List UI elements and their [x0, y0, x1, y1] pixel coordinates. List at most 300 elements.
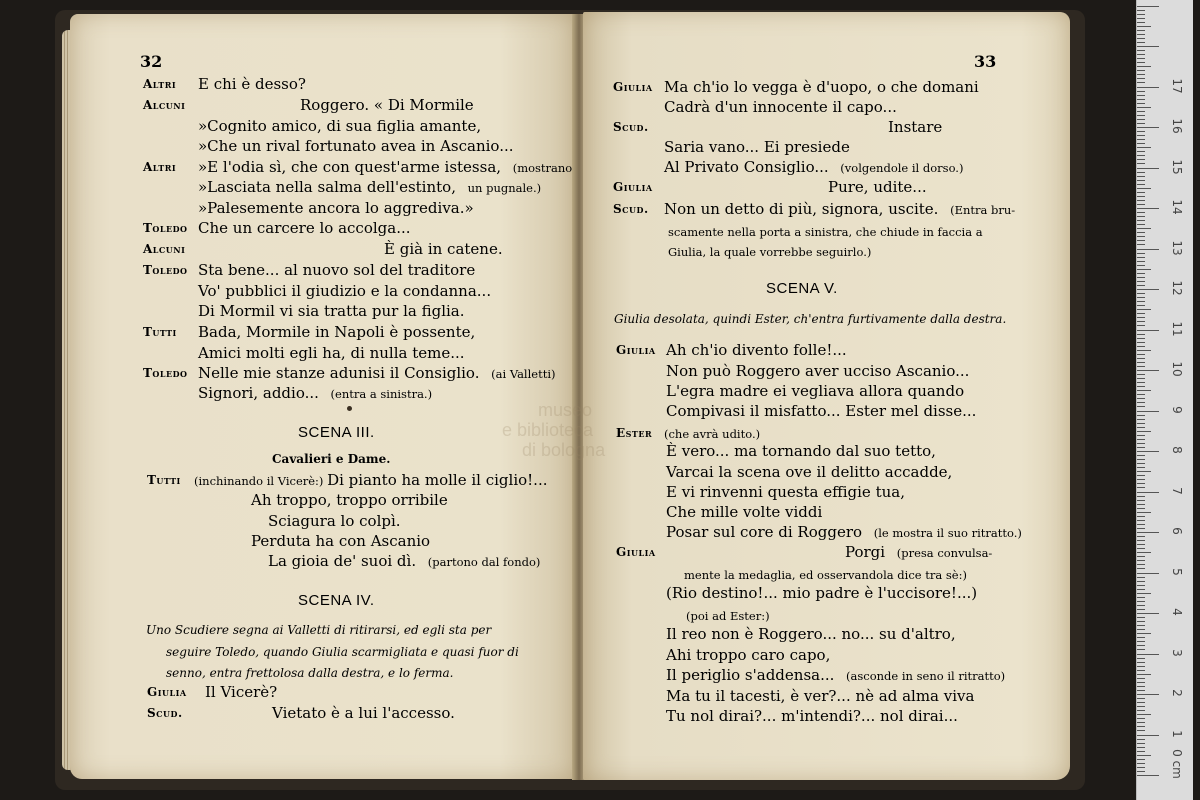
ruler-tick [1137, 82, 1145, 83]
ruler-tick [1137, 127, 1159, 128]
verse-text: Di Mormil vi sia tratta pur la figlia. [198, 302, 465, 320]
ruler-tick [1137, 718, 1145, 719]
stage-direction: mente la medaglia, ed osservandola dice tra sè:) [684, 568, 967, 582]
ruler-tick [1137, 585, 1145, 586]
ruler-tick [1137, 309, 1151, 310]
stage-direction: Giulia, la quale vorrebbe seguirlo.) [668, 245, 872, 259]
verse-text: Instare [888, 118, 943, 136]
ruler-tick [1137, 447, 1145, 448]
ruler-tick [1137, 74, 1145, 75]
ruler-tick [1137, 277, 1145, 278]
ruler-tick [1137, 463, 1145, 464]
verse-line [198, 323, 475, 341]
ruler-tick [1137, 483, 1145, 484]
verse-text: Perduta ha con Ascanio [251, 532, 431, 550]
ruler-tick [1137, 589, 1145, 590]
ruler-tick [1137, 107, 1151, 108]
ruler-tick [1137, 678, 1145, 679]
verse-line [198, 302, 465, 320]
ruler-tick [1137, 224, 1145, 225]
verse-line [666, 523, 1022, 542]
ruler-tick [1137, 532, 1159, 533]
ruler-tick [1137, 641, 1145, 642]
ruler-tick [1137, 244, 1145, 245]
ruler-tick [1137, 131, 1145, 132]
measuring-ruler [1136, 0, 1193, 800]
ruler-tick [1137, 159, 1145, 160]
ruler-label: 3 [1170, 648, 1184, 657]
ruler-tick [1137, 423, 1145, 424]
ruler-tick [1137, 402, 1145, 403]
verse-line [686, 606, 770, 625]
ruler-tick [1137, 228, 1151, 229]
ruler-tick [1137, 220, 1145, 221]
watermark-line: museo [538, 400, 593, 420]
ruler-tick [1137, 192, 1145, 193]
verse-line [198, 178, 541, 197]
ruler-tick [1137, 637, 1145, 638]
ruler-tick [1137, 354, 1145, 355]
ruler-tick [1137, 22, 1145, 23]
ruler-tick [1137, 662, 1145, 663]
speaker-name: Giulia [616, 343, 656, 357]
ruler-tick [1137, 475, 1145, 476]
stage-direction: (presa convulsa- [893, 546, 993, 560]
scene-4-description-line: senno, entra frettolosa dalla destra, e lo ferma. [166, 666, 454, 680]
ruler-tick [1137, 496, 1145, 497]
verse-line [668, 222, 983, 241]
ruler-tick [1137, 293, 1145, 294]
verse-text: (Rio destino!... mio padre è l'uccisore!...) [666, 584, 978, 602]
verse-line [198, 364, 556, 383]
ruler-tick [1137, 548, 1145, 549]
verse-text: Di pianto ha molle il ciglio!... [327, 471, 548, 489]
ruler-tick [1137, 556, 1145, 557]
ruler-tick [1137, 605, 1145, 606]
ruler-tick [1137, 163, 1145, 164]
speaker-name: Scud. [613, 202, 649, 216]
ruler-tick [1137, 767, 1145, 768]
ruler-tick [1137, 253, 1145, 254]
ruler-tick [1137, 62, 1145, 63]
ruler-tick [1137, 366, 1145, 367]
ruler-tick [1137, 123, 1145, 124]
verse-line [198, 282, 491, 300]
ruler-label: 17 [1170, 77, 1184, 94]
verse-text: »E l'odia sì, che con quest'arme istessa, [198, 158, 502, 176]
verse-line [664, 138, 850, 156]
scene-5-heading: SCENA V. [766, 280, 838, 297]
scene-4-description-line: seguire Toledo, quando Giulia scarmigliata e quasi fuor di [166, 645, 519, 659]
ruler-tick [1137, 714, 1151, 715]
ruler-tick [1137, 415, 1145, 416]
ruler-label: 11 [1170, 320, 1184, 337]
ruler-tick [1137, 180, 1145, 181]
ruler-tick [1137, 443, 1145, 444]
verse-line [198, 384, 432, 403]
library-watermark [502, 400, 606, 460]
verse-line [888, 118, 942, 136]
ruler-tick [1137, 103, 1145, 104]
speaker-name: Tutti [147, 473, 181, 487]
ruler-tick [1137, 285, 1145, 286]
ruler-tick [1137, 743, 1145, 744]
verse-line [666, 341, 847, 359]
stage-direction: (partono dal fondo) [424, 555, 541, 569]
ruler-tick [1137, 755, 1151, 756]
ruler-tick [1137, 411, 1159, 412]
ruler-tick [1137, 735, 1159, 736]
ruler-tick [1137, 512, 1151, 513]
verse-text: »Cognito amico, di sua figlia amante, [198, 117, 482, 135]
verse-text: Roggero. « Di Mormile [300, 96, 474, 114]
stage-direction: (le mostra il suo ritratto.) [870, 526, 1022, 540]
verse-line [198, 75, 306, 93]
verse-line [198, 137, 514, 155]
verse-line [198, 219, 411, 237]
speaker-name: Giulia [613, 180, 653, 194]
ruler-tick [1137, 451, 1159, 452]
ruler-tick [1137, 200, 1145, 201]
ruler-tick [1137, 621, 1145, 622]
verse-line [666, 382, 964, 400]
watermark-line: di bologna [522, 440, 606, 460]
ruler-tick [1137, 613, 1159, 614]
ruler-tick [1137, 504, 1145, 505]
ruler-tick [1137, 645, 1145, 646]
ruler-tick [1137, 398, 1145, 399]
ruler-tick [1137, 216, 1145, 217]
verse-text: E vi rinvenni questa effigie tua, [666, 483, 905, 501]
ruler-tick [1137, 471, 1151, 472]
stage-direction: (mostrano [509, 161, 573, 175]
ruler-tick [1137, 394, 1145, 395]
ruler-tick [1137, 435, 1145, 436]
ruler-tick [1137, 87, 1159, 88]
verse-line [664, 98, 897, 116]
verse-line [666, 584, 977, 602]
ruler-tick [1137, 654, 1159, 655]
verse-line [664, 424, 760, 443]
ruler-label: 15 [1170, 158, 1184, 175]
ruler-tick [1137, 666, 1145, 667]
ruler-tick [1137, 536, 1145, 537]
ruler-tick [1137, 500, 1145, 501]
ruler-tick [1137, 508, 1145, 509]
verse-line [251, 491, 448, 509]
verse-text: Ma ch'io lo vegga è d'uopo, o che domani [664, 78, 979, 96]
stage-direction: (che avrà udito.) [664, 427, 761, 441]
ruler-tick [1137, 321, 1145, 322]
ruler-tick [1137, 649, 1145, 650]
stage-direction: (inchinando il Vicerè:) [194, 474, 328, 488]
verse-line [194, 471, 548, 490]
ruler-tick [1137, 172, 1145, 173]
stage-direction: (volgendole il dorso.) [836, 161, 964, 175]
watermark-line: e biblioteca [502, 420, 594, 440]
verse-line [666, 687, 974, 705]
verse-text: »Lasciata nella salma dell'estinto, [198, 178, 456, 196]
verse-text: »Palesemente ancora lo aggrediva.» [198, 199, 474, 217]
ruler-tick [1137, 544, 1145, 545]
verse-text: Ah ch'io divento folle!... [666, 341, 847, 359]
ruler-tick [1137, 386, 1145, 387]
ruler-tick [1137, 439, 1145, 440]
ruler-tick [1137, 492, 1159, 493]
verse-line [198, 117, 481, 135]
stage-direction: scamente nella porta a sinistra, che chiude in faccia a [668, 225, 983, 239]
verse-line [845, 543, 992, 562]
scene-5-description: Giulia desolata, quindi Ester, ch'entra furtivamente dalla destra. [614, 312, 1007, 326]
verse-line [666, 707, 958, 725]
ruler-tick [1137, 431, 1151, 432]
verse-text: Al Privato Consiglio... [664, 158, 829, 176]
ruler-tick [1137, 313, 1145, 314]
verse-text: Cadrà d'un innocente il capo... [664, 98, 897, 116]
ruler-tick [1137, 281, 1145, 282]
verse-text: »Che un rival fortunato avea in Ascanio... [198, 137, 514, 155]
verse-text: La gioia de' suoi dì. [268, 552, 417, 570]
ruler-tick [1137, 143, 1145, 144]
ruler-tick [1137, 629, 1145, 630]
ruler-tick [1137, 115, 1145, 116]
ruler-tick [1137, 70, 1145, 71]
ruler-tick [1137, 382, 1145, 383]
verse-text: Bada, Mormile in Napoli è possente, [198, 323, 476, 341]
ruler-tick [1137, 358, 1145, 359]
ruler-tick [1137, 593, 1151, 594]
ruler-tick [1137, 317, 1145, 318]
ruler-tick [1137, 568, 1145, 569]
ruler-tick [1137, 658, 1145, 659]
speaker-name: Alcuni [143, 98, 186, 112]
verse-line [198, 344, 465, 362]
ruler-label: 8 [1170, 446, 1184, 454]
ruler-tick [1137, 119, 1145, 120]
ruler-tick [1137, 564, 1145, 565]
stage-direction: (poi ad Ester:) [686, 609, 770, 623]
verse-text: Non un detto di più, signora, uscite. [664, 200, 939, 218]
verse-line [828, 178, 927, 196]
verse-text: Che un carcere lo accolga... [198, 219, 411, 237]
ruler-label: 9 [1170, 405, 1184, 414]
verse-text: Signori, addio... [198, 384, 319, 402]
verse-line [268, 512, 401, 530]
ruler-tick [1137, 26, 1151, 27]
ruler-tick [1137, 155, 1145, 156]
ruler-tick [1137, 370, 1159, 371]
ruler-tick [1137, 212, 1145, 213]
ruler-tick [1137, 14, 1145, 15]
ruler-tick [1137, 46, 1159, 47]
verse-text: Posar sul core di Roggero [666, 523, 863, 541]
ruler-tick [1137, 759, 1145, 760]
ruler-label: 6 [1170, 527, 1184, 535]
ornament [347, 406, 352, 411]
ruler-tick [1137, 265, 1145, 266]
verse-text: Nelle mie stanze adunisi il Consiglio. [198, 364, 480, 382]
speaker-name: Giulia [616, 545, 656, 559]
speaker-name: Altri [143, 160, 177, 174]
ruler-tick [1137, 184, 1145, 185]
verse-line [384, 240, 503, 258]
ruler-tick [1137, 257, 1145, 258]
ruler-tick [1137, 338, 1145, 339]
speaker-name: Tutti [143, 325, 177, 339]
verse-line [664, 78, 979, 96]
ruler-tick [1137, 95, 1145, 96]
speaker-name: Scud. [147, 706, 183, 720]
verse-text: È già in catene. [384, 240, 503, 258]
verse-text: Ah troppo, troppo orribile [251, 491, 448, 509]
speaker-name: Alcuni [143, 242, 186, 256]
verse-line [268, 552, 540, 571]
stage-direction: (Entra bru- [946, 203, 1016, 217]
ruler-tick [1137, 390, 1151, 391]
ruler-tick [1137, 540, 1145, 541]
verse-text: Pure, udite... [828, 178, 927, 196]
scene-3-subheading: Cavalieri e Dame. [272, 452, 391, 466]
ruler-tick [1137, 406, 1145, 407]
ruler-tick [1137, 135, 1145, 136]
ruler-tick [1137, 694, 1159, 695]
ruler-label: 0 cm [1170, 749, 1184, 779]
ruler-tick [1137, 670, 1145, 671]
verse-line [684, 565, 967, 584]
stage-direction: (ai Valletti) [487, 367, 556, 381]
ruler-tick [1137, 730, 1145, 731]
ruler-tick [1137, 236, 1145, 237]
ruler-tick [1137, 346, 1145, 347]
speaker-name: Giulia [613, 80, 653, 94]
verse-line [666, 646, 830, 664]
page-number-right: 33 [974, 52, 997, 71]
verse-text: Ma tu il tacesti, è ver?... nè ad alma viva [666, 687, 975, 705]
ruler-tick [1137, 374, 1145, 375]
verse-text: Varcai la scena ove il delitto accadde, [666, 463, 953, 481]
ruler-tick [1137, 467, 1145, 468]
verse-text: Vo' pubblici il giudizio e la condanna... [198, 282, 492, 300]
ruler-tick [1137, 625, 1145, 626]
ruler-tick [1137, 78, 1145, 79]
ruler-label: 4 [1170, 608, 1184, 616]
ruler-tick [1137, 726, 1145, 727]
ruler-tick [1137, 520, 1145, 521]
ruler-tick [1137, 204, 1145, 205]
ruler-tick [1137, 330, 1159, 331]
ruler-tick [1137, 10, 1145, 11]
ruler-tick [1137, 42, 1145, 43]
stage-direction: (asconde in seno il ritratto) [842, 669, 1006, 683]
ruler-tick [1137, 633, 1151, 634]
verse-line [300, 96, 474, 114]
ruler-tick [1137, 581, 1145, 582]
verse-line [666, 442, 936, 460]
ruler-tick [1137, 334, 1145, 335]
ruler-tick [1137, 208, 1159, 209]
ruler-tick [1137, 609, 1145, 610]
verse-text: Sciagura lo colpì. [268, 512, 401, 530]
ruler-tick [1137, 196, 1145, 197]
speaker-name: Toledo [143, 221, 188, 235]
ruler-tick [1137, 289, 1159, 290]
ruler-tick [1137, 617, 1145, 618]
ruler-tick [1137, 249, 1159, 250]
ruler-tick [1137, 6, 1159, 7]
ruler-tick [1137, 674, 1151, 675]
verse-text: Il Vicerè? [205, 683, 278, 701]
verse-text: È vero... ma tornando dal suo tetto, [666, 442, 936, 460]
ruler-tick [1137, 58, 1145, 59]
verse-text: Saria vano... Ei presiede [664, 138, 850, 156]
stage-direction: un pugnale.) [463, 181, 542, 195]
ruler-tick [1137, 34, 1145, 35]
verse-text: Il reo non è Roggero... no... su d'altro, [666, 625, 956, 643]
ruler-tick [1137, 710, 1145, 711]
ruler-tick [1137, 151, 1145, 152]
verse-line [198, 261, 475, 279]
ruler-tick [1137, 751, 1145, 752]
verse-text: Tu nol dirai?... m'intendi?... nol dirai... [666, 707, 958, 725]
scene-4-description-line: Uno Scudiere segna ai Valletti di ritirarsi, ed egli sta per [146, 623, 492, 637]
verse-text: Vietato è a lui l'accesso. [272, 704, 455, 722]
ruler-label: 2 [1170, 689, 1184, 697]
speaker-name: Ester [616, 426, 653, 440]
speaker-name: Toledo [143, 263, 188, 277]
ruler-tick [1137, 528, 1145, 529]
ruler-tick [1137, 682, 1145, 683]
speaker-name: Altri [143, 77, 177, 91]
scene-3-heading: SCENA III. [298, 424, 375, 441]
verse-line [251, 532, 430, 550]
ruler-tick [1137, 455, 1145, 456]
ruler-label: 1 [1170, 729, 1184, 738]
ruler-tick [1137, 54, 1145, 55]
ruler-tick [1137, 690, 1145, 691]
ruler-tick [1137, 686, 1145, 687]
verse-line [198, 158, 572, 177]
ruler-label: 5 [1170, 567, 1184, 576]
ruler-tick [1137, 111, 1145, 112]
ruler-tick [1137, 18, 1145, 19]
ruler-tick [1137, 342, 1145, 343]
ruler-tick [1137, 459, 1145, 460]
ruler-tick [1137, 273, 1145, 274]
verse-line [272, 704, 455, 722]
verse-line [664, 158, 963, 177]
ruler-tick [1137, 99, 1145, 100]
ruler-tick [1137, 775, 1159, 776]
ruler-tick [1137, 38, 1145, 39]
ruler-label: 7 [1170, 486, 1184, 495]
ruler-label: 14 [1170, 199, 1184, 215]
ruler-tick [1137, 50, 1145, 51]
verse-text: Porgi [845, 543, 886, 561]
verse-text: E chi è desso? [198, 75, 306, 93]
ruler-tick [1137, 91, 1145, 92]
ruler-tick [1137, 771, 1145, 772]
ruler-tick [1137, 66, 1151, 67]
ruler-tick [1137, 301, 1145, 302]
verse-text: Ahi troppo caro capo, [666, 646, 831, 664]
ruler-tick [1137, 232, 1145, 233]
ruler-tick [1137, 747, 1145, 748]
verse-line [664, 200, 1015, 219]
ruler-tick [1137, 573, 1159, 574]
ruler-tick [1137, 261, 1145, 262]
verse-line [668, 242, 871, 261]
verse-line [205, 683, 277, 701]
